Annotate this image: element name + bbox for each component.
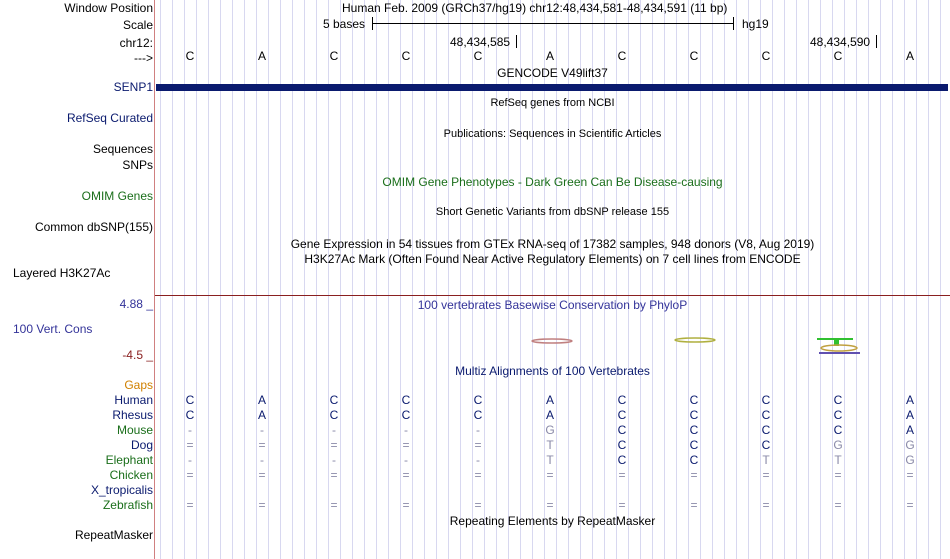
aligned-base: =	[402, 468, 410, 482]
aligned-base: =	[330, 438, 338, 452]
aligned-base: =	[186, 438, 194, 452]
assembly-title: Human Feb. 2009 (GRCh37/hg19) chr12:48,434,581-48,434,591 (11 bp)	[342, 1, 728, 15]
aligned-base: A	[257, 393, 266, 407]
phylop-min-label: -4.5 _	[122, 348, 153, 362]
reference-base: C	[761, 49, 771, 63]
sequences-label[interactable]: Sequences	[92, 142, 153, 156]
aligned-base: C	[617, 438, 627, 452]
gaps-label[interactable]: Gaps	[124, 378, 153, 392]
aligned-base: -	[188, 423, 192, 437]
aligned-base: C	[617, 408, 627, 422]
refseq-track-title: RefSeq genes from NCBI	[490, 97, 615, 109]
aligned-base: =	[546, 468, 554, 482]
aligned-base: C	[833, 408, 843, 422]
aligned-base: C	[617, 453, 627, 467]
aligned-base: A	[905, 408, 914, 422]
aligned-base: =	[546, 498, 554, 512]
reference-base: A	[905, 49, 914, 63]
species-label-zebrafish[interactable]: Zebrafish	[102, 498, 153, 512]
aligned-base: =	[258, 498, 266, 512]
aligned-base: G	[905, 453, 915, 467]
aligned-base: G	[833, 438, 843, 452]
aligned-base: A	[545, 393, 554, 407]
aligned-base: -	[404, 423, 408, 437]
aligned-base: T	[546, 453, 554, 467]
aligned-base: C	[689, 453, 699, 467]
reference-base: C	[185, 49, 195, 63]
aligned-base: =	[762, 468, 770, 482]
aligned-base: T	[546, 438, 554, 452]
aligned-base: =	[834, 468, 842, 482]
track-separator	[155, 295, 950, 296]
senp1-label[interactable]: SENP1	[113, 80, 153, 94]
aligned-base: =	[834, 498, 842, 512]
aligned-base: -	[260, 423, 264, 437]
window-position-label: Window Position	[64, 1, 153, 15]
aligned-base: -	[260, 453, 264, 467]
aligned-base: =	[618, 468, 626, 482]
position-tick-1	[516, 35, 517, 48]
reference-base: A	[257, 49, 266, 63]
aligned-base: -	[332, 423, 336, 437]
reference-base: C	[617, 49, 627, 63]
aligned-base: =	[186, 468, 194, 482]
aligned-base: C	[617, 423, 627, 437]
refseq-curated-label[interactable]: RefSeq Curated	[66, 111, 153, 125]
aligned-base: C	[761, 408, 771, 422]
aligned-base: =	[330, 468, 338, 482]
reference-base: C	[689, 49, 699, 63]
reference-base: A	[545, 49, 554, 63]
aligned-base: =	[906, 468, 914, 482]
species-label-rhesus[interactable]: Rhesus	[112, 408, 153, 422]
omim-genes-label[interactable]: OMIM Genes	[81, 189, 153, 203]
aligned-base: C	[617, 393, 627, 407]
conservation-marks	[530, 336, 875, 358]
aligned-base: =	[330, 498, 338, 512]
reference-base: C	[401, 49, 411, 63]
publications-track-title: Publications: Sequences in Scientific Articles	[443, 128, 662, 140]
gtex-track-title: Gene Expression in 54 tissues from GTEx RNA-seq of 17382 samples, 948 donors (V8, Aug 2019)	[290, 237, 815, 251]
aligned-base: C	[185, 408, 195, 422]
common-dbsnp-label[interactable]: Common dbSNP(155)	[34, 220, 153, 234]
aligned-base: =	[474, 438, 482, 452]
aligned-base: -	[476, 453, 480, 467]
aligned-base: =	[402, 438, 410, 452]
aligned-base: C	[689, 423, 699, 437]
aligned-base: =	[690, 498, 698, 512]
aligned-base: T	[762, 453, 770, 467]
snps-label[interactable]: SNPs	[122, 158, 153, 172]
aligned-base: T	[834, 453, 842, 467]
scale-db: hg19	[742, 17, 769, 31]
aligned-base: C	[689, 408, 699, 422]
reference-base: C	[329, 49, 339, 63]
repeatmasker-label[interactable]: RepeatMasker	[74, 528, 153, 542]
vert-cons-label[interactable]: 100 Vert. Cons	[13, 322, 93, 336]
strand-arrow-label: --->	[134, 51, 153, 65]
multiz-track-title: Multiz Alignments of 100 Vertebrates	[455, 364, 650, 378]
species-label-elephant[interactable]: Elephant	[105, 453, 153, 467]
aligned-base: C	[761, 393, 771, 407]
species-label-chicken[interactable]: Chicken	[109, 468, 153, 482]
species-label-human[interactable]: Human	[114, 393, 153, 407]
aligned-base: A	[545, 408, 554, 422]
aligned-base: -	[404, 453, 408, 467]
dbsnp-track-title: Short Genetic Variants from dbSNP release 155	[435, 206, 670, 218]
aligned-base: A	[257, 408, 266, 422]
scale-text: 5 bases	[323, 17, 366, 31]
aligned-base: C	[401, 408, 411, 422]
aligned-base: C	[401, 393, 411, 407]
phylop-track-title: 100 vertebrates Basewise Conservation by PhyloP	[417, 298, 688, 312]
aligned-base: C	[833, 423, 843, 437]
aligned-base: C	[473, 393, 483, 407]
aligned-base: -	[188, 453, 192, 467]
aligned-base: =	[618, 498, 626, 512]
cons-mark-2	[675, 338, 715, 342]
species-label-x_tropicalis[interactable]: X_tropicalis	[90, 483, 153, 497]
aligned-base: C	[185, 393, 195, 407]
aligned-base: G	[905, 438, 915, 452]
chrom-label: chr12:	[119, 36, 153, 50]
omim-track-title: OMIM Gene Phenotypes - Dark Green Can Be Disease-causing	[382, 175, 723, 189]
aligned-base: =	[474, 468, 482, 482]
aligned-base: =	[906, 498, 914, 512]
aligned-base: =	[258, 438, 266, 452]
scale-label: Scale	[122, 18, 153, 32]
cons-mark-1	[532, 339, 572, 343]
h3k27ac-track-title: H3K27Ac Mark (Often Found Near Active Regulatory Elements) on 7 cell lines from ENCODE	[304, 252, 801, 266]
reference-base: C	[473, 49, 483, 63]
position-label-1: 48,434,585	[450, 35, 511, 49]
aligned-base: G	[545, 423, 555, 437]
species-label-mouse[interactable]: Mouse	[116, 423, 153, 437]
aligned-base: C	[761, 423, 771, 437]
aligned-base: A	[905, 393, 914, 407]
layered-h3k27ac-label[interactable]: Layered H3K27Ac	[13, 266, 111, 280]
phylop-max-label: 4.88 _	[119, 297, 153, 311]
aligned-base: C	[329, 393, 339, 407]
aligned-base: -	[332, 453, 336, 467]
position-tick-2	[876, 35, 877, 48]
aligned-base: C	[689, 438, 699, 452]
position-label-2: 48,434,590	[810, 35, 871, 49]
aligned-base: =	[402, 498, 410, 512]
aligned-base: =	[474, 498, 482, 512]
senp1-gene-feature[interactable]	[156, 84, 948, 91]
track-divider	[154, 0, 155, 559]
aligned-base: C	[329, 408, 339, 422]
aligned-base: C	[689, 393, 699, 407]
aligned-base: C	[473, 408, 483, 422]
aligned-base: C	[833, 393, 843, 407]
aligned-base: A	[905, 423, 914, 437]
aligned-base: =	[258, 468, 266, 482]
aligned-base: =	[762, 498, 770, 512]
species-label-dog[interactable]: Dog	[130, 438, 153, 452]
aligned-base: =	[186, 498, 194, 512]
aligned-base: -	[476, 423, 480, 437]
repeatmasker-track-title: Repeating Elements by RepeatMasker	[449, 514, 656, 528]
reference-base: C	[833, 49, 843, 63]
scale-bar	[372, 23, 734, 24]
aligned-base: =	[690, 468, 698, 482]
gencode-track-title: GENCODE V49lift37	[497, 66, 608, 80]
aligned-base: C	[761, 438, 771, 452]
